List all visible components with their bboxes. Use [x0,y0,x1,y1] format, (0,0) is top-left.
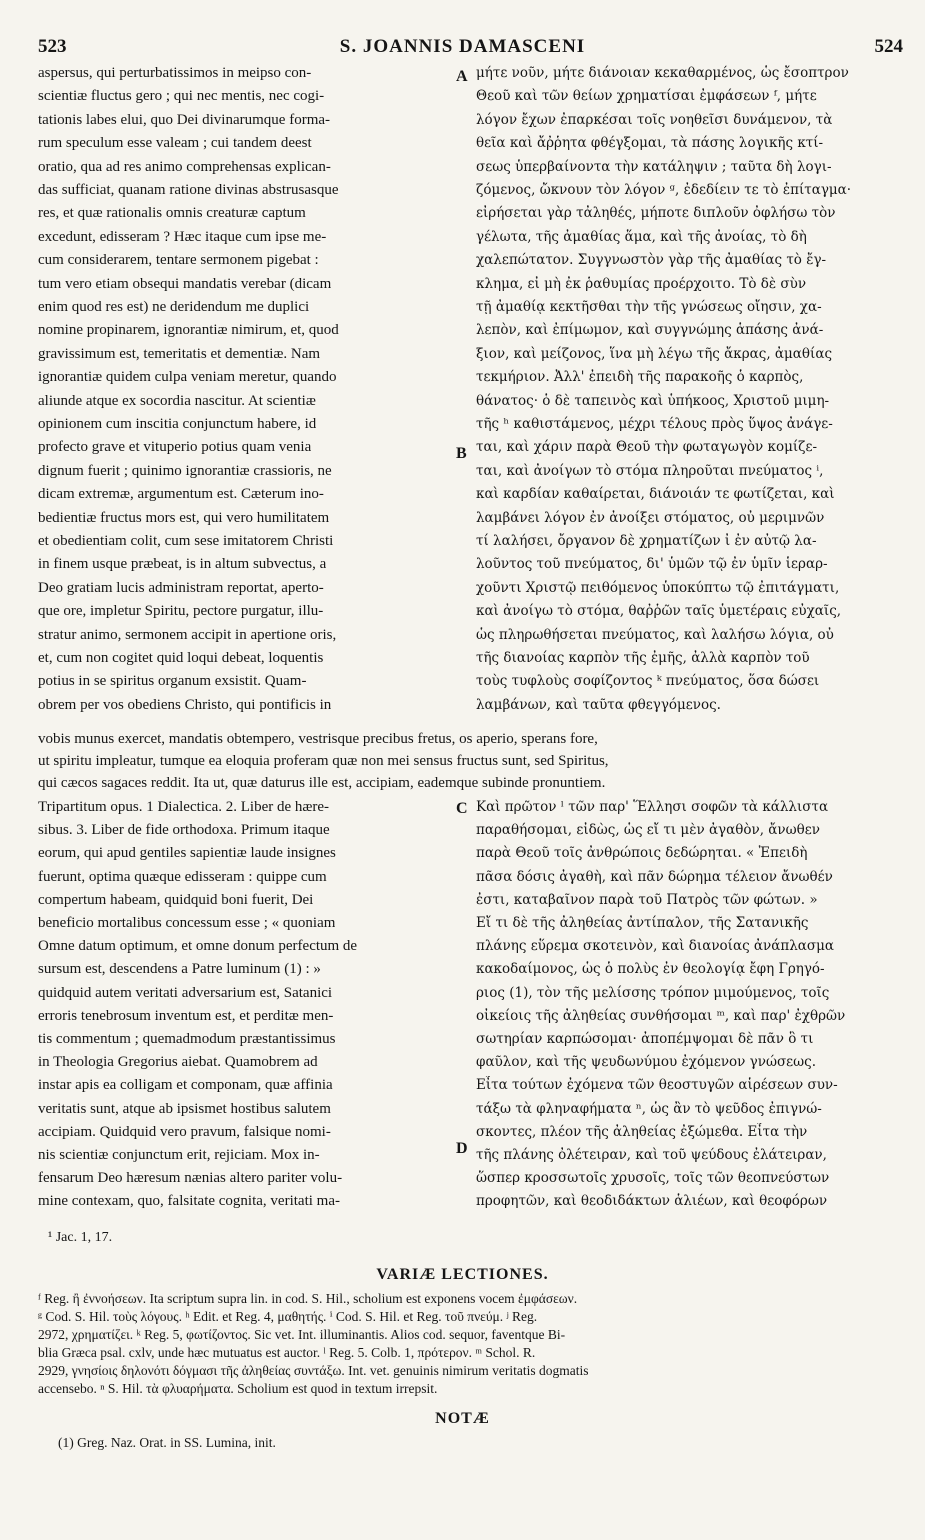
note-line: 2929, γνησίοις δηλονότι δόγμασι τῆς ἀληθείας συντάξω. Int. vet. genuinis nimirum veritatis dogmatis [38,1363,589,1378]
text-line: que ore, impletur Spiritu, pectore purgatur, illu- [38,603,324,620]
text-line: τῇ ἀμαθίᾳ κεκτῆσθαι τὴν τῆς γνώσεως οἴησιν, χα- [476,299,822,315]
text-line: ζόμενος, ὤκνουν τὸν λόγον ᵍ, ἐδεδίειν τε τὸ ἐπίταγμα· [476,182,852,198]
note-line: accensebo. ⁿ S. Hil. τὰ φλυαρήματα. Scholium est quod in textum irrepsit. [38,1381,438,1396]
text-line: οἰκείοις τῆς ἀληθείας συνθήσομαι ᵐ, καὶ παρ' ἐχθρῶν [476,1007,846,1024]
text-line: instar apis ea colligam et componam, quæ affinia [38,1077,333,1094]
text-line: ἐστι, καταβαῖνον παρὰ τοῦ Πατρὸς τῶν φώτων. » [476,891,818,908]
text-line: compertum habeam, quidquid boni fuerit, Dei [38,891,314,908]
text-line: obrem per vos obediens Christo, qui pontificis in [38,696,332,713]
text-line: rum speculum esse valeam ; cui tandem deest [38,135,312,152]
text-line: λαμβάνων, καὶ ταῦτα φθεγγόμενος. [476,696,721,713]
text-line: das sufficiat, quanam ratione divinas abstrusasque [38,182,339,198]
text-line: πλάνης εὕρεμα σκοτεινὸν, καὶ διανοίας ἀνάπλασμα [476,938,835,955]
text-line: τῆς διανοίας καρπὸν τῆς ἐμῆς, ἀλλὰ καρπὸν τοῦ [476,650,810,666]
text-line: θάνατος· ὁ δὲ ταπεινὸς καὶ ὑπήκοος, Χριστοῦ μιμη- [476,392,830,409]
text-line: fensarum Deo hæresum nænias altero pariter volu- [38,1170,343,1187]
text-line: in finem usque præbeat, is in altum subvectus, a [38,556,327,573]
text-line: σεως ὑπερβαίνοντα τὴν κατάληψιν ; ταῦτα δὴ λογι- [476,158,832,175]
text-line: Deo gratiam lucis administram reportat, aperto- [38,579,324,596]
text-line: ignorantiæ quidem culpa veniam meretur, quando [38,369,337,386]
text-line: λαμβάνει λόγον ἐν ἀνοίξει στόματος, οὐ μεριμνῶν [476,509,825,526]
scripture-footnote: ¹ Jac. 1, 17. [48,1230,113,1245]
page-number-left: 523 [38,36,67,57]
text-line: εἰρήσεται γὰρ τἀληθές, μήποτε διπλοῦν ὀφλήσω τὸν [476,205,836,222]
text-line: Εἴ τι δὲ τῆς ἀληθείας ἀντίπαλον, τῆς Σατανικῆς [476,915,809,931]
text-line: ut spiritu impleatur, tumque ea eloquia proferam quæ non mei sensus fructus sunt, sed Spiritus, [38,753,609,769]
text-line: dignum fuerit ; quinimo ignorantiæ crassioris, ne [38,462,332,479]
text-line: φαῦλον, καὶ τῆς ψευδωνύμου ἐχόμενον γνώσεως. [476,1054,817,1071]
text-line: προφητῶν, καὶ θεοδιδάκτων ἁλιέων, καὶ θεοφόρων [476,1193,828,1210]
text-line: eorum, qui apud gentiles sapientiæ laude insignes [38,845,336,862]
text-line: qui cæcos sagaces reddit. Ita ut, quæ daturus ille est, accipiam, eademque subinde pronuntiem. [38,775,606,791]
text-line: κλημα, εἰ μὴ ἐκ ῥαθυμίας προέρχοιτο. Τὸ δὲ σὺν [476,275,807,292]
text-line: μήτε νοῦν, μήτε διάνοιαν κεκαθαρμένος, ὡς ἔσοπτρον [476,65,849,81]
variae-lectiones-title: VARIÆ LECTIONES. [376,1266,549,1283]
note-line: ᵍ Cod. S. Hil. τοὺς λόγους. ʰ Edit. et Reg. 4, μαθητής. ⁱ Cod. S. Hil. et Reg. τοῦ πνεύμ. ʲ Reg. [38,1309,538,1324]
text-line: τάξω τὰ φληναφήματα ⁿ, ὡς ἂν τὸ ψεῦδος ἐπιγνώ- [476,1100,822,1117]
note-line: (1) Greg. Naz. Orat. in SS. Lumina, init. [58,1435,276,1450]
text-line: potius in se spiritus organum exsistit. Quam- [38,673,307,690]
text-line: Καὶ πρῶτον ˡ τῶν παρ' Ἕλλησι σοφῶν τὰ κάλλιστα [476,799,829,815]
text-line: λόγον ἔχων ἐπαρκέσαι τοῖς νοηθεῖσι δυνάμενον, τὰ [476,111,833,128]
text-line: oratio, qua ad res animo comprehensas explican- [38,158,331,175]
text-line: vobis munus exercet, mandatis obtempero, vestrisque precibus fretus, os aperio, sperans fore, [38,731,598,747]
text-line: χαλεπώτατον. Συγγνωστὸν γὰρ τῆς ἀμαθίας τὸ ἔγ- [476,252,827,269]
marker-a: A [456,68,468,85]
text-line: dicam extremæ, argumentum est. Cæterum ino- [38,486,324,503]
text-line: aliunde atque ex socordia nascitur. At scientiæ [38,392,316,409]
text-line: enim quod res est) ne deridendum me duplici [38,299,310,315]
text-line: τῆς ʰ καθιστάμενος, μέχρι τέλους πρὸς ὕψος ἀνάγε- [476,416,833,432]
text-line: τί λαλήσει, ὄργανον δὲ χρηματίζων ἰ ἐν αὐτῷ λα- [476,533,817,549]
running-title: S. JOANNIS DAMASCENI [339,36,586,57]
text-line: Εἶτα τούτων ἐχόμενα τῶν θεοστυγῶν αἱρέσεων συν- [476,1077,838,1094]
text-line: profecto grave et vituperio potius quam venia [38,439,312,456]
text-line: bedientiæ fructus mors est, qui vero humilitatem [38,509,330,526]
text-line: beneficio mortalibus concessum esse ; « quoniam [38,915,336,931]
text-line: et, cum non cogitet quid loqui debeat, loquentis [38,650,324,666]
text-line: tationis labes elui, quo Dei divinarumque forma- [38,111,331,128]
text-line: πᾶσα δόσις ἀγαθὴ, καὶ πᾶν δώρημα τέλειον ἄνωθέν [476,868,833,885]
text-line: veritatis sunt, atque ab ipsismet hostibus salutem [38,1100,331,1117]
note-line: 2972, χρηματίζει. ᵏ Reg. 5, φωτίζοντος. Sic vet. Int. illuminantis. Alios cod. sequor, faventque Bi- [38,1327,566,1342]
text-line: καὶ καρδίαν καθαίρεται, διάνοιάν τε φωτίζεται, καὶ [476,486,835,503]
text-line: ται, καὶ χάριν παρὰ Θεοῦ τὴν φωταγωγὸν κομίζε- [476,439,818,456]
marker-b: B [456,445,467,462]
text-line: fuerunt, optima quæque edisseram : quippe cum [38,868,327,885]
marker-c: C [456,800,468,817]
marker-d: D [456,1140,468,1157]
page-number-right: 524 [874,36,903,57]
text-line: mine contexam, quo, falsitate cognita, veritati ma- [38,1193,340,1210]
text-line: σωτηρίαν καρπώσομαι· ἀποπέμψομαι δὲ πᾶν ὃ τι [476,1031,814,1047]
text-line: θεῖα καὶ ἄῤῥητα φθέγξομαι, τὰ πάσης λογικῆς κτί- [476,135,824,152]
text-line: res, et quæ rationalis omnis creaturæ captum [38,205,306,222]
text-line: λεπὸν, καὶ ἐπίμωμον, καὶ συγγνώμης ἁπάσης ἀνά- [476,322,824,339]
text-line: χοῦντι Χριστῷ πειθόμενος ὑποκύπτω τῷ ἐπιτάγματι, [476,579,840,596]
text-line: κακοδαίμονος, ὡς ὁ πολὺς ἐν θεολογίᾳ ἔφη Γρηγό- [476,961,825,978]
note-line: blia Græca psal. cxlv, unde hæc mutuatus est auctor. ˡ Reg. 5. Colb. 1, πρότερον. ᵐ Schol. R. [38,1345,536,1360]
text-line: excedunt, edisseram ? Hæc itaque cum ipse me- [38,228,327,245]
text-line: et obedientiam colit, cum sese imitatorem Christi [38,533,334,549]
notae-title: NOTÆ [435,1410,490,1427]
text-line: sursum est, descendens a Patre luminum (1) : » [38,961,321,978]
text-line: παρὰ Θεοῦ τοῖς ἀνθρώποις δεδώρηται. « Ἐπειδὴ [476,845,808,862]
text-line: quidquid autem veritati adversarium est, Satanici [38,984,333,1001]
text-line: cum considerarem, tentare sermonem pigebat : [38,252,319,269]
text-line: Θεοῦ καὶ τῶν θείων χρηματίσαι ἐμφάσεων ᶠ, μήτε [476,88,817,105]
text-line: in Theologia Gregorius aiebat. Quamobrem ad [38,1054,318,1071]
text-line: aspersus, qui perturbatissimos in meipso con- [38,65,312,81]
text-line: σκοντες, πλέον τῆς ἀληθείας ἐξώμεθα. Εἶτα τὴν [476,1123,808,1140]
text-line: scientiæ fluctus gero ; qui nec mentis, nec cogi- [38,88,325,105]
text-line: ται, καὶ ἀνοίγων τὸ στόμα πληροῦται πνεύματος ⁱ, [476,462,824,479]
note-line: ᶠ Reg. ἢ ἐννοήσεων. Ita scriptum supra lin. in cod. S. Hil., scholium est exponens vocem ἐμφάσεων. [38,1291,578,1306]
text-line: Omne datum optimum, et omne donum perfectum de [38,938,358,955]
text-line: τεκμήριον. Ἀλλ' ἐπειδὴ τῆς παρακοῆς ὁ καρπὸς, [476,369,804,386]
text-line: accipiam. Quidquid vero pravum, falsique nomi- [38,1123,331,1140]
text-line: ριος (1), τὸν τῆς μελίσσης τρόπον μιμούμενος, τοῖς [476,984,830,1001]
text-line: tis commentum ; quemadmodum præstantissimus [38,1031,336,1047]
text-line: γέλωτα, τῆς ἀμαθίας ἅμα, καὶ τῆς ἀνοίας, τὸ δὴ [476,228,807,245]
text-line: τοὺς τυφλοὺς σοφίζοντος ᵏ πνεύματος, ὅσα δώσει [476,673,820,690]
text-line: gravissimum est, temeritatis et dementiæ. Nam [38,345,321,362]
text-line: nomine propinarem, ignorantiæ nimirum, et, quod [38,322,339,339]
text-line: nis scientiæ conjunctum erit, rejiciam. Mox in- [38,1147,320,1163]
text-line: ὥσπερ κροσσωτοῖς χρυσοῖς, τοῖς τῶν θεοπνεύστων [476,1170,830,1187]
text-line: λοῦντος τοῦ πνεύματος, δι' ὑμῶν τῷ ἐν ὑμῖν ἱεραρ- [476,556,828,573]
text-line: καὶ ἀνοίγω τὸ στόμα, θαῤῥῶν ταῖς ὑμετέραις εὐχαῖς, [476,603,842,620]
text-line: ὡς πληρωθήσεται πνεύματος, καὶ λαλήσω λόγια, οὐ [476,626,834,643]
text-line: Tripartitum opus. 1 Dialectica. 2. Liber de hære- [38,799,330,815]
text-line: παραθήσομαι, εἰδὼς, ὡς εἴ τι μὲν ἀγαθὸν, ἄνωθεν [476,822,820,839]
text-line: tum vero etiam obsequi mandatis verebar (dicam [38,275,332,292]
text-line: τῆς πλάνης ὀλέτειραν, καὶ τοῦ ψεύδους ἐλάτειραν, [476,1147,827,1163]
text-line: sibus. 3. Liber de fide orthodoxa. Primum itaque [38,822,330,839]
text-line: stratur animo, sermonem accipit in apertione oris, [38,626,337,643]
text-line: ξιον, καὶ μείζονος, ἵνα μὴ λέγω τῆς ἄκρας, ἀμαθίας [476,345,833,362]
text-line: erroris tenebrosum inventum est, et perditæ men- [38,1007,334,1024]
text-line: opinionem cum inscitia conjunctum habere, id [38,416,317,432]
